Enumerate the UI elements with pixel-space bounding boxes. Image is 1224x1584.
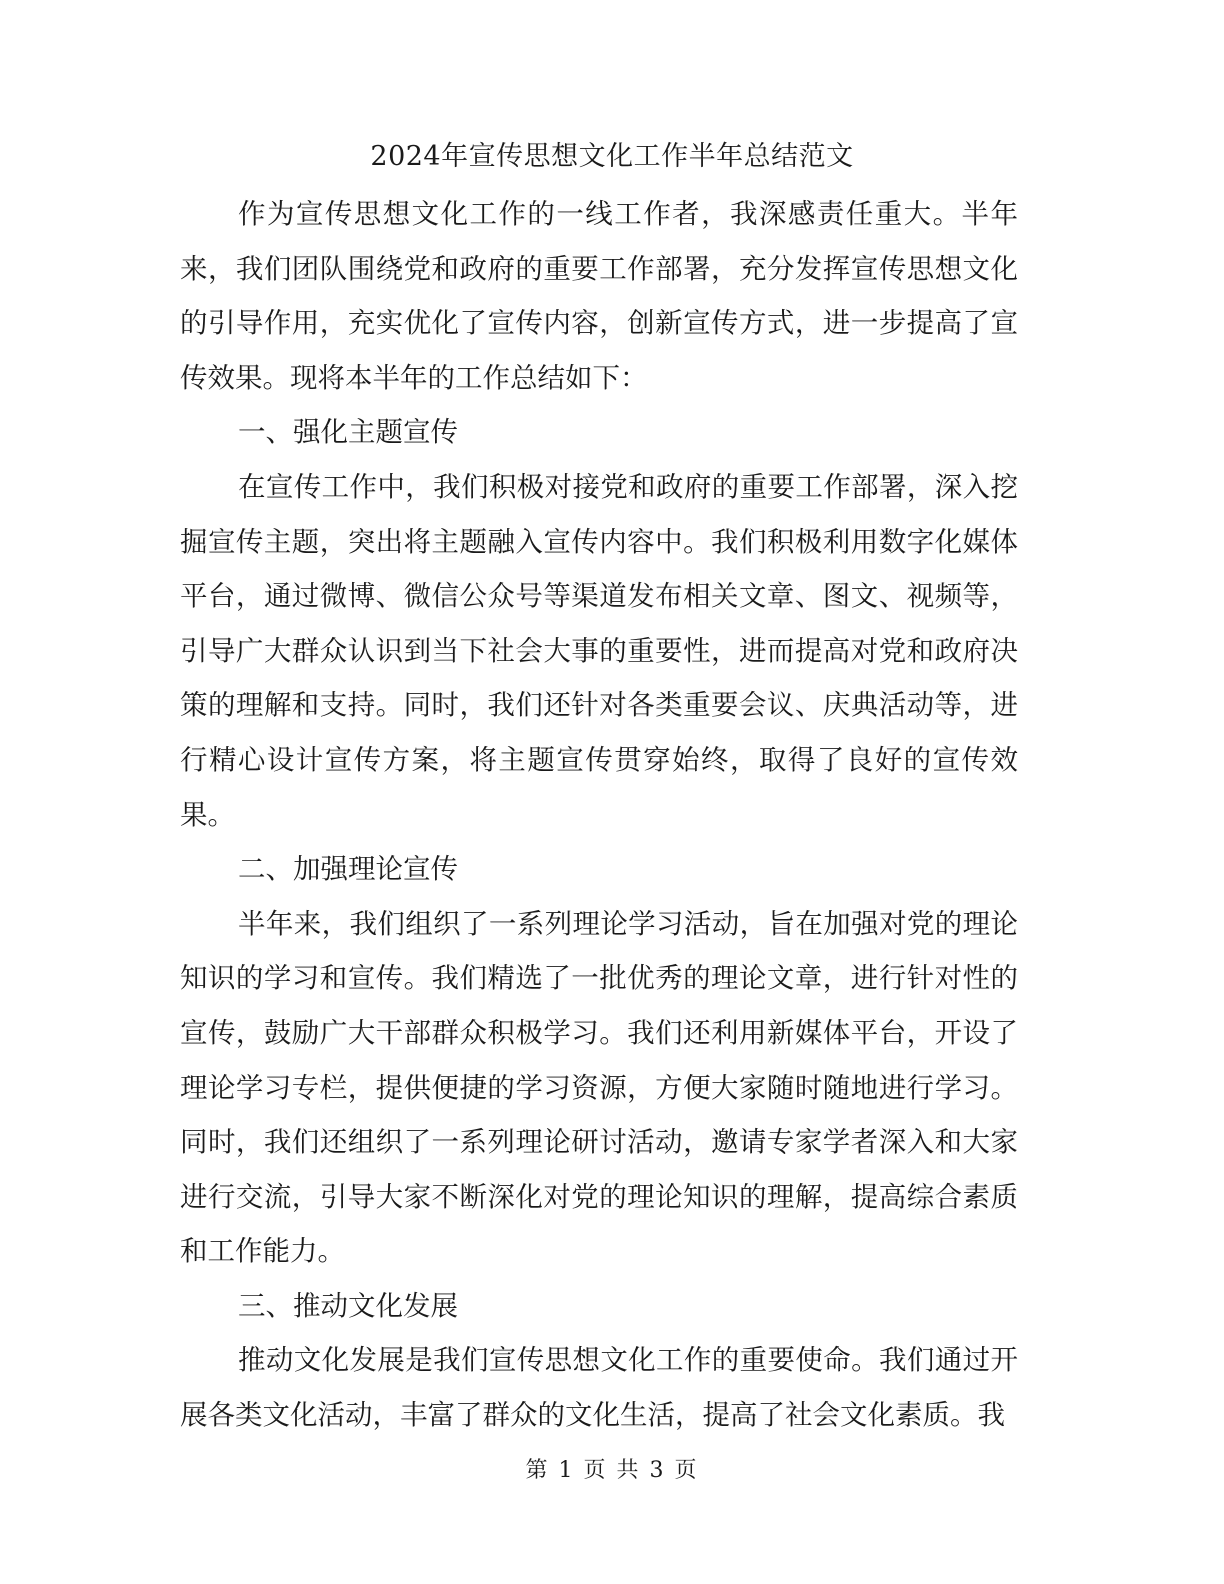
- section-3-paragraph: 推动文化发展是我们宣传思想文化工作的重要使命。我们通过开展各类文化活动，丰富了群众的文化生活，提高了社会文化素质。我: [180, 1344, 1018, 1432]
- document-title: 2024年宣传思想文化工作半年总结范文: [370, 141, 854, 172]
- section-heading-2: 二、加强理论宣传: [238, 853, 458, 886]
- intro-paragraph: 作为宣传思想文化工作的一线工作者，我深感责任重大。半年来，我们团队围绕党和政府的重要工作部署，充分发挥宣传思想文化的引导作用，充实优化了宣传内容，创新宣传方式，进一步提高了宣传效果。现将本半年的工作总结如下：: [180, 198, 1018, 394]
- page-footer: 第 1 页 共 3 页: [525, 1458, 699, 1483]
- section-1-paragraph: 在宣传工作中，我们积极对接党和政府的重要工作部署，深入挖掘宣传主题，突出将主题融入宣传内容中。我们积极利用数字化媒体平台，通过微博、微信公众号等渠道发布相关文章、图文、视频等，引导广大群众认识到当下社会大事的重要性，进而提高对党和政府决策的理解和支持。同时，我们还针对各类重要会议、庆典活动等，进行精心设计宣传方案，将主题宣传贯穿始终，取得了良好的宣传效果。: [180, 470, 1018, 831]
- section-heading-3: 三、推动文化发展: [238, 1289, 458, 1322]
- section-2-paragraph: 半年来，我们组织了一系列理论学习活动，旨在加强对党的理论知识的学习和宣传。我们精选了一批优秀的理论文章，进行针对性的宣传，鼓励广大干部群众积极学习。我们还利用新媒体平台，开设了理论学习专栏，提供便捷的学习资源，方便大家随时随地进行学习。同时，我们还组织了一系列理论研讨活动，邀请专家学者深入和大家进行交流，引导大家不断深化对党的理论知识的理解，提高综合素质和工作能力。: [180, 907, 1018, 1268]
- section-heading-1: 一、强化主题宣传: [238, 416, 458, 449]
- document-body: [180, 187, 1018, 1443]
